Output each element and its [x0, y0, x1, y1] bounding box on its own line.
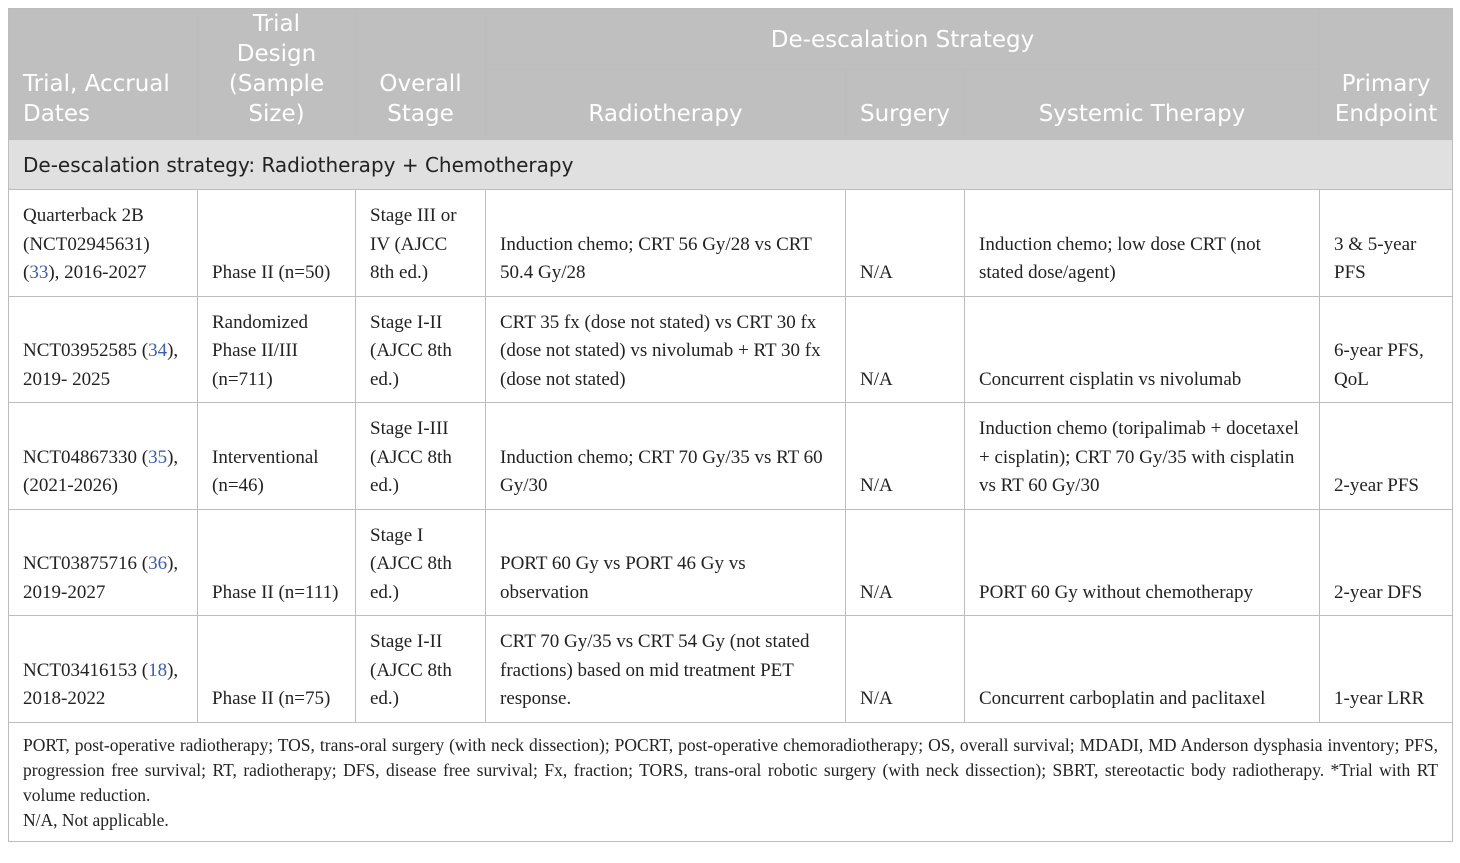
reference-link[interactable]: 34: [148, 340, 168, 361]
cell-endpoint: 1-year LRR: [1320, 616, 1453, 723]
reference-link[interactable]: 35: [148, 446, 168, 468]
cell-trial: NCT03416153 (18), 2018-2022: [9, 616, 198, 723]
cell-systemic: Induction chemo (toripalimab + docetaxel + cisplatin); CRT 70 Gy/35 with cisplatin vs RT 60 Gy/30: [965, 403, 1320, 510]
header-stage: Overall Stage: [356, 9, 486, 140]
cell-trial: Quarterback 2B (NCT02945631) (33), 2016-2027: [9, 190, 198, 297]
table-row: [9, 509, 1453, 616]
table-row: [9, 616, 1453, 723]
cell-surgery: N/A: [846, 509, 965, 616]
cell-endpoint: 6-year PFS, QoL: [1320, 296, 1453, 403]
cell-radiotherapy: PORT 60 Gy vs PORT 46 Gy vs observation: [486, 509, 846, 616]
reference-link[interactable]: 36: [148, 553, 168, 574]
section-row: [9, 140, 1453, 190]
cell-design: Phase II (n=111): [198, 509, 356, 616]
table-header: [9, 9, 1453, 140]
cell-radiotherapy: Induction chemo; CRT 56 Gy/28 vs CRT 50.4 Gy/28: [486, 190, 846, 297]
cell-systemic: PORT 60 Gy without chemotherapy: [965, 509, 1320, 616]
cell-systemic: Concurrent cisplatin vs nivolumab: [965, 296, 1320, 403]
cell-radiotherapy: Induction chemo; CRT 70 Gy/35 vs RT 60 Gy/30: [486, 403, 846, 510]
cell-systemic: Induction chemo; low dose CRT (not stated dose/agent): [965, 190, 1320, 297]
reference-link[interactable]: 18: [148, 659, 168, 681]
cell-systemic: Concurrent carboplatin and paclitaxel: [965, 616, 1320, 723]
cell-radiotherapy: CRT 35 fx (dose not stated) vs CRT 30 fx (dose not stated) vs nivolumab + RT 30 fx (dose not stated): [486, 296, 846, 403]
cell-stage: Stage I (AJCC 8th ed.): [356, 509, 486, 616]
cell-trial: NCT03952585 (34), 2019- 2025: [9, 296, 198, 403]
footnote-row: [9, 722, 1453, 841]
cell-design: Randomized Phase II/III (n=711): [198, 296, 356, 403]
cell-endpoint: 2-year DFS: [1320, 509, 1453, 616]
footnote-na: N/A, Not applicable.: [23, 809, 169, 830]
cell-stage: Stage III or IV (AJCC 8th ed.): [356, 190, 486, 297]
cell-endpoint: 2-year PFS: [1320, 403, 1453, 510]
cell-trial: NCT03875716 (36), 2019-2027: [9, 509, 198, 616]
cell-stage: Stage I-III (AJCC 8th ed.): [356, 403, 486, 510]
trials-table-container: [8, 8, 1452, 842]
header-endpoint: Primary Endpoint: [1320, 9, 1453, 140]
table-row: [9, 190, 1453, 297]
cell-design: Phase II (n=75): [198, 616, 356, 723]
section-title: De-escalation strategy: Radiotherapy + Chemotherapy: [9, 140, 1453, 190]
cell-trial: NCT04867330 (35), (2021-2026): [9, 403, 198, 510]
header-systemic: Systemic Therapy: [965, 70, 1320, 140]
trials-table: [8, 8, 1453, 842]
table-row: [9, 403, 1453, 510]
cell-design: Phase II (n=50): [198, 190, 356, 297]
cell-endpoint: 3 & 5-year PFS: [1320, 190, 1453, 297]
cell-surgery: N/A: [846, 616, 965, 723]
cell-radiotherapy: CRT 70 Gy/35 vs CRT 54 Gy (not stated fractions) based on mid treatment PET response.: [486, 616, 846, 723]
cell-stage: Stage I-II (AJCC 8th ed.): [356, 296, 486, 403]
header-surgery: Surgery: [846, 70, 965, 140]
cell-stage: Stage I-II (AJCC 8th ed.): [356, 616, 486, 723]
header-trial: Trial, Accrual Dates: [9, 9, 198, 140]
header-strategy: De-escalation Strategy: [486, 9, 1320, 70]
cell-design: Interventional (n=46): [198, 403, 356, 510]
reference-link[interactable]: 33: [29, 262, 49, 283]
table-row: [9, 296, 1453, 403]
cell-surgery: N/A: [846, 296, 965, 403]
header-design: Trial Design (Sample Size): [198, 9, 356, 140]
cell-surgery: N/A: [846, 190, 965, 297]
header-radiotherapy: Radiotherapy: [486, 70, 846, 140]
cell-surgery: N/A: [846, 403, 965, 510]
footnote-abbreviations: PORT, post-operative radiotherapy; TOS, trans-oral surgery (with neck dissection); POCRT, post-operative chemoradiotherapy; OS, overall survival; MDADI, MD Anderson dysphasia inventory; PFS, progression free survival; RT, radiotherapy; DFS, disease free survival; Fx, fraction; TORS, trans-oral robotic surgery (with neck dissection); SBRT, stereotactic body radiotherapy. *Trial with RT volume reduction.: [23, 734, 1439, 805]
table-body: [9, 140, 1453, 842]
table-footnote: [9, 722, 1453, 841]
